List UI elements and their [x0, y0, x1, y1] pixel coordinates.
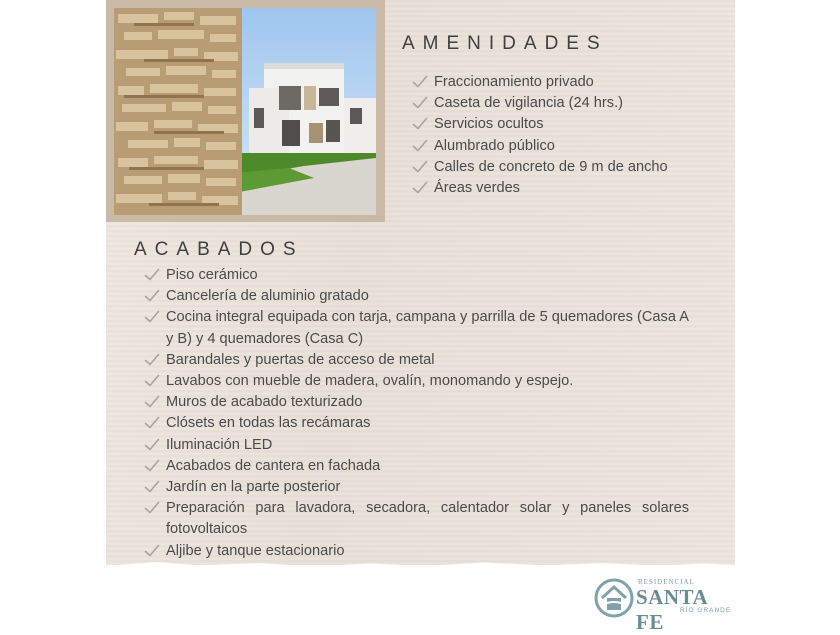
check-icon	[412, 75, 428, 89]
check-icon	[144, 353, 160, 367]
acabado-item-text: Muros de acabado texturizado	[166, 394, 363, 411]
acabado-item-text: Jardín en la parte posterior	[166, 479, 341, 496]
amenidad-item-text: Caseta de vigilancia (24 hrs.)	[434, 95, 623, 112]
residencial-santa-fe-logo	[594, 576, 734, 634]
amenidad-item	[412, 157, 712, 178]
amenidad-item	[412, 114, 712, 135]
acabado-item-text: Barandales y puertas de acceso de metal	[166, 351, 435, 368]
amenidad-item	[412, 136, 712, 157]
acabado-item-text: Clósets en todas las recámaras	[166, 415, 371, 432]
check-icon	[144, 310, 160, 324]
check-icon	[144, 438, 160, 452]
acabado-item	[144, 456, 689, 477]
house-photo	[114, 8, 376, 215]
check-icon	[144, 501, 160, 515]
check-icon	[144, 480, 160, 494]
acabados-heading: ACABADOS	[134, 239, 304, 260]
check-icon	[144, 459, 160, 473]
acabado-item-text: Cocina integral equipada con tarja, campana y parrilla de 5 quemadores (Casa A y B) y 4 quemadores (Casa C)	[166, 309, 689, 347]
acabados-list	[144, 265, 689, 562]
amenidad-item-text: Servicios ocultos	[434, 116, 544, 133]
check-icon	[144, 416, 160, 430]
logo-top-text: RESIDENCIAL	[638, 578, 695, 586]
amenidades-heading: AMENIDADES	[402, 33, 608, 54]
check-icon	[412, 117, 428, 131]
acabado-item	[144, 498, 689, 540]
acabado-item	[144, 413, 689, 434]
logo-sub-text: RÍO GRANDE	[680, 607, 732, 614]
check-icon	[412, 96, 428, 110]
amenidad-item-text: Áreas verdes	[434, 180, 520, 197]
acabado-item	[144, 286, 689, 307]
acabado-item-text: Aljibe y tanque estacionario	[166, 542, 345, 559]
amenidad-item	[412, 178, 712, 199]
check-icon	[412, 139, 428, 153]
acabado-item	[144, 541, 689, 562]
amenidades-list	[412, 72, 712, 199]
acabado-item-text: Iluminación LED	[166, 436, 273, 453]
acabado-item-text: Lavabos con mueble de madera, ovalín, monomando y espejo.	[166, 373, 574, 390]
amenidad-item	[412, 93, 712, 114]
acabado-item	[144, 435, 689, 456]
acabado-item	[144, 392, 689, 413]
acabado-item-text: Preparación para lavadora, secadora, calentador solar y paneles solares fotovoltaicos	[166, 500, 689, 538]
acabado-item-text: Piso cerámico	[166, 267, 258, 283]
acabado-item	[144, 371, 689, 392]
acabado-item	[144, 350, 689, 371]
check-icon	[412, 160, 428, 174]
acabado-item	[144, 477, 689, 498]
acabado-item	[144, 307, 689, 349]
check-icon	[144, 374, 160, 388]
amenidad-item-text: Calles de concreto de 9 m de ancho	[434, 158, 668, 175]
logo-main-text: SANTA FE	[636, 585, 707, 634]
acabado-item-text: Cancelería de aluminio gratado	[166, 288, 369, 305]
logo-emblem-icon	[594, 578, 634, 618]
check-icon	[144, 268, 160, 282]
acabado-item	[144, 265, 689, 286]
check-icon	[412, 181, 428, 195]
amenidad-item-text: Alumbrado público	[434, 137, 555, 154]
acabado-item-text: Acabados de cantera en fachada	[166, 457, 381, 474]
check-icon	[144, 289, 160, 303]
check-icon	[144, 544, 160, 558]
amenidad-item-text: Fraccionamiento privado	[434, 74, 594, 90]
amenidad-item	[412, 72, 712, 93]
check-icon	[144, 395, 160, 409]
